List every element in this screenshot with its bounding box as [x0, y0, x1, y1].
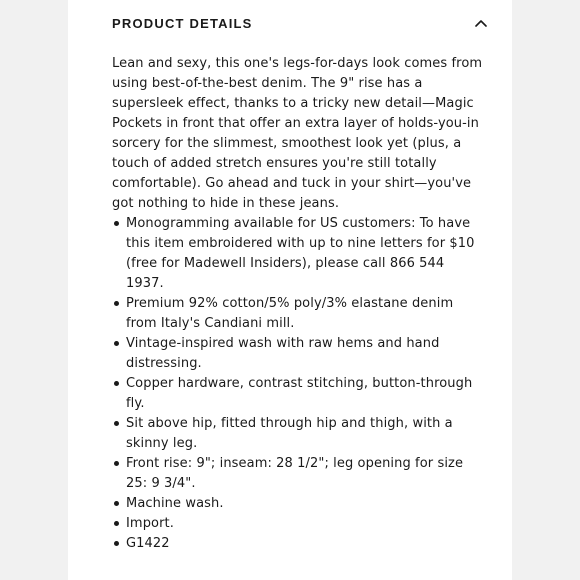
right-margin [512, 0, 580, 580]
list-item: Copper hardware, contrast stitching, button-through fly. [126, 374, 486, 414]
chevron-up-icon[interactable] [474, 16, 488, 30]
product-feature-list [112, 214, 486, 554]
product-description: Lean and sexy, this one's legs-for-days look comes from using best-of-the-best denim. The 9" rise has a supersleek effect, thanks to a tricky new detail—Magic Pockets in front that offer an extra layer of holds-you-in sorcery for the slimmest, smoothest look yet (plus, a touch of added stretch ensures you're still totally comfortable). Go ahead and tuck in your shirt—you've got nothing to hide in these jeans. [112, 56, 483, 211]
list-item: Monogramming available for US customers: To have this item embroidered with up to nine letters for $10 (free for Madewell Insiders), please call 866 544 1937. [126, 214, 486, 294]
list-item: Premium 92% cotton/5% poly/3% elastane denim from Italy's Candiani mill. [126, 294, 486, 334]
product-details-accordion-header[interactable] [112, 12, 488, 34]
section-title: PRODUCT DETAILS [112, 15, 253, 31]
list-item: Vintage-inspired wash with raw hems and hand distressing. [126, 334, 486, 374]
product-details-panel [68, 0, 512, 580]
list-item: Import. [126, 514, 486, 534]
list-item: Machine wash. [126, 494, 486, 514]
list-item: G1422 [126, 534, 486, 554]
list-item: Sit above hip, fitted through hip and thigh, with a skinny leg. [126, 414, 486, 454]
left-margin [0, 0, 68, 580]
list-item: Front rise: 9"; inseam: 28 1/2"; leg opening for size 25: 9 3/4". [126, 454, 486, 494]
product-details-content [112, 54, 486, 554]
